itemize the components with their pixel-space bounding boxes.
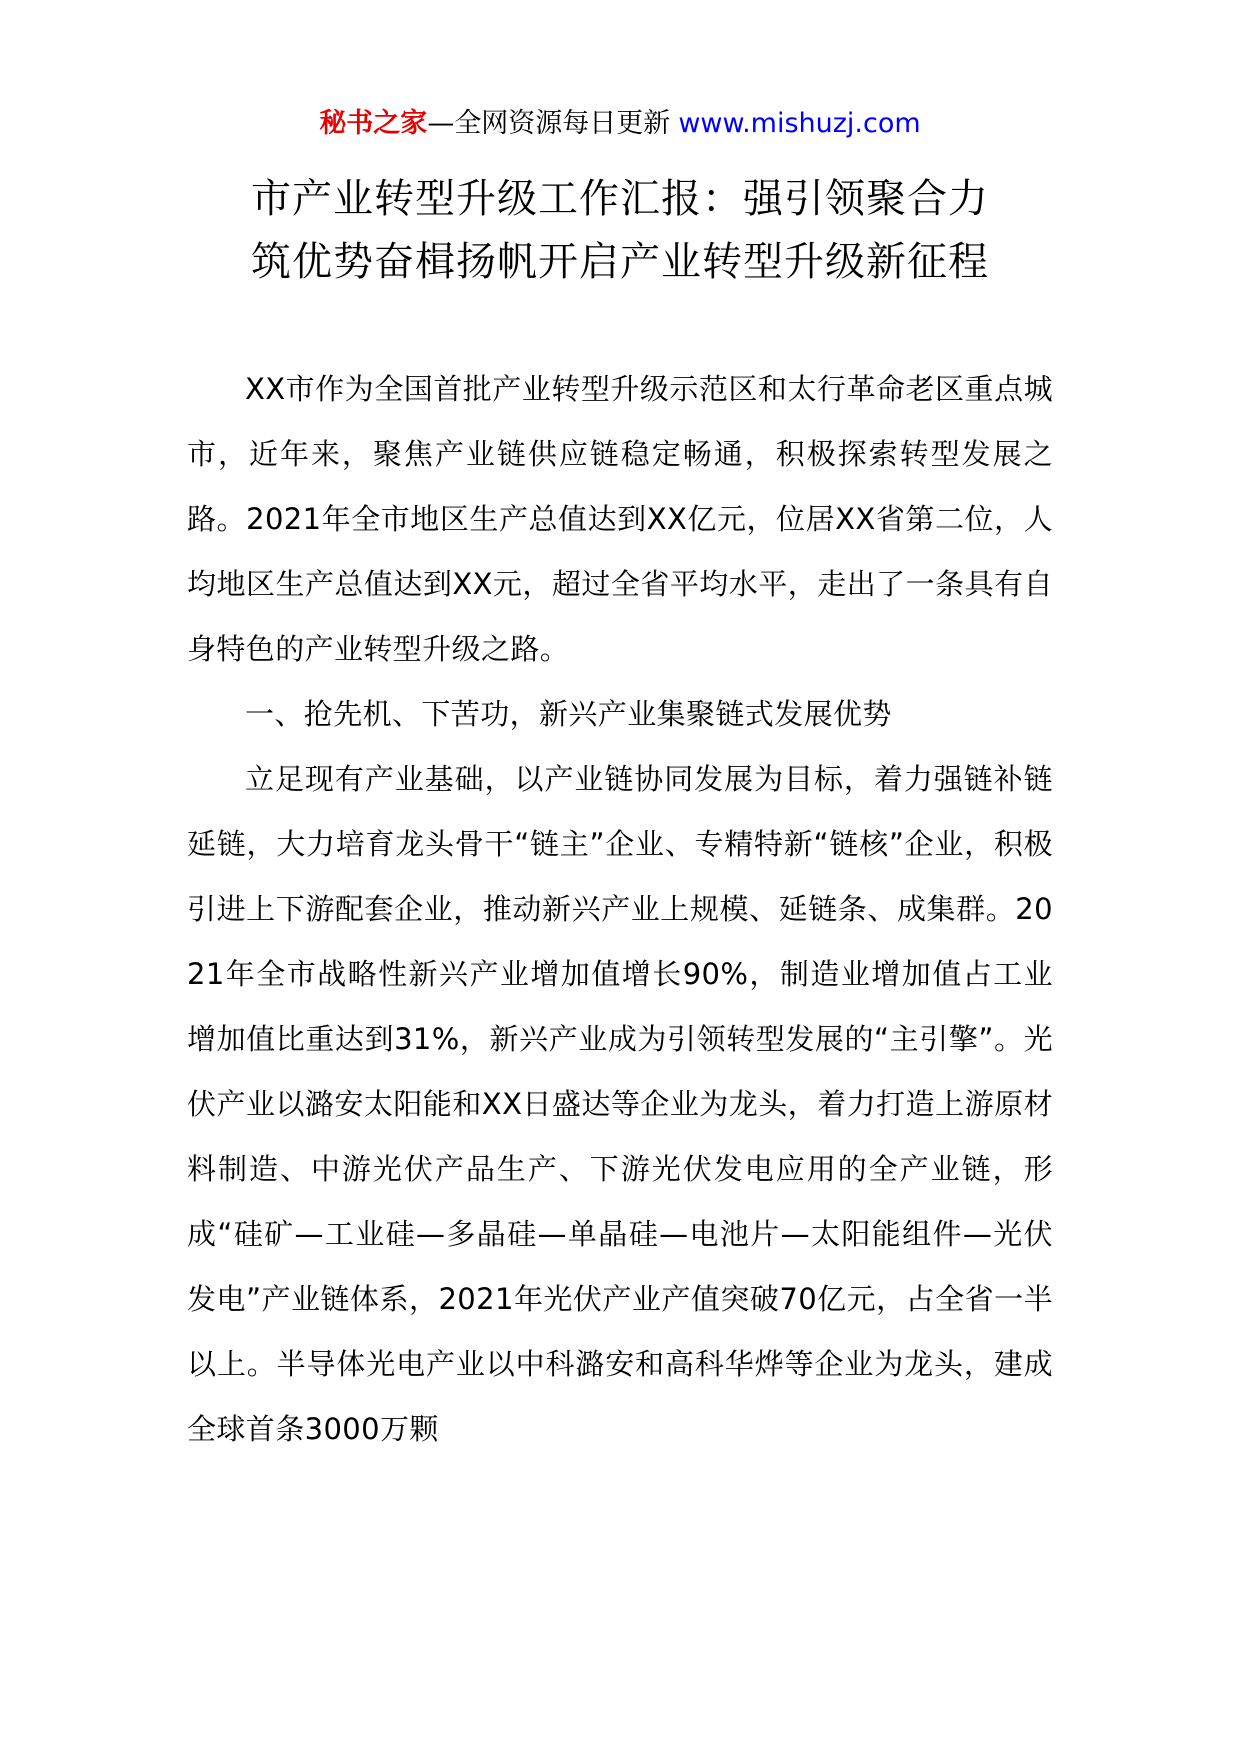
title-line-1: 市产业转型升级工作汇报：强引领聚合力 xyxy=(251,176,989,222)
document-title xyxy=(0,168,1240,294)
site-header xyxy=(0,106,1240,142)
document-body xyxy=(187,357,1053,1462)
title-line-2: 筑优势奋楫扬帆开启产业转型升级新征程 xyxy=(251,239,989,285)
brand-name: 秘书之家 xyxy=(319,108,428,139)
section-heading-1: 一、抢先机、下苦功，新兴产业集聚链式发展优势 xyxy=(245,697,892,731)
header-tagline: —全网资源每日更新 xyxy=(427,108,671,139)
site-url-link[interactable]: www.mishuzj.com xyxy=(678,108,921,139)
body-paragraph-1: XX市作为全国首批产业转型升级示范区和太行革命老区重点城市，近年来，聚焦产业链供应链稳定畅通，积极探索转型发展之路。2021年全市地区生产总值达到XX亿元，位居XX省第二位，人均地区生产总值达到XX元，超过全省平均水平，走出了一条具有自身特色的产业转型升级之路。 xyxy=(187,372,1053,666)
body-paragraph-2: 立足现有产业基础，以产业链协同发展为目标，着力强链补链延链，大力培育龙头骨干“链主”企业、专精特新“链核”企业，积极引进上下游配套企业，推动新兴产业上规模、延链条、成集群。2021年全市战略性新兴产业增加值增长90%，制造业增加值占工业增加值比重达到31%，新兴产业成为引领转型发展的“主引擎”。光伏产业以潞安太阳能和XX日盛达等企业为龙头，着力打造上游原材料制造、中游光伏产品生产、下游光伏发电应用的全产业链，形成“硅矿—工业硅—多晶硅—单晶硅—电池片—太阳能组件—光伏发电”产业链体系，2021年光伏产业产值突破70亿元，占全省一半以上。半导体光电产业以中科潞安和高科华烨等企业为龙头，建成全球首条3000万颗 xyxy=(187,762,1053,1446)
